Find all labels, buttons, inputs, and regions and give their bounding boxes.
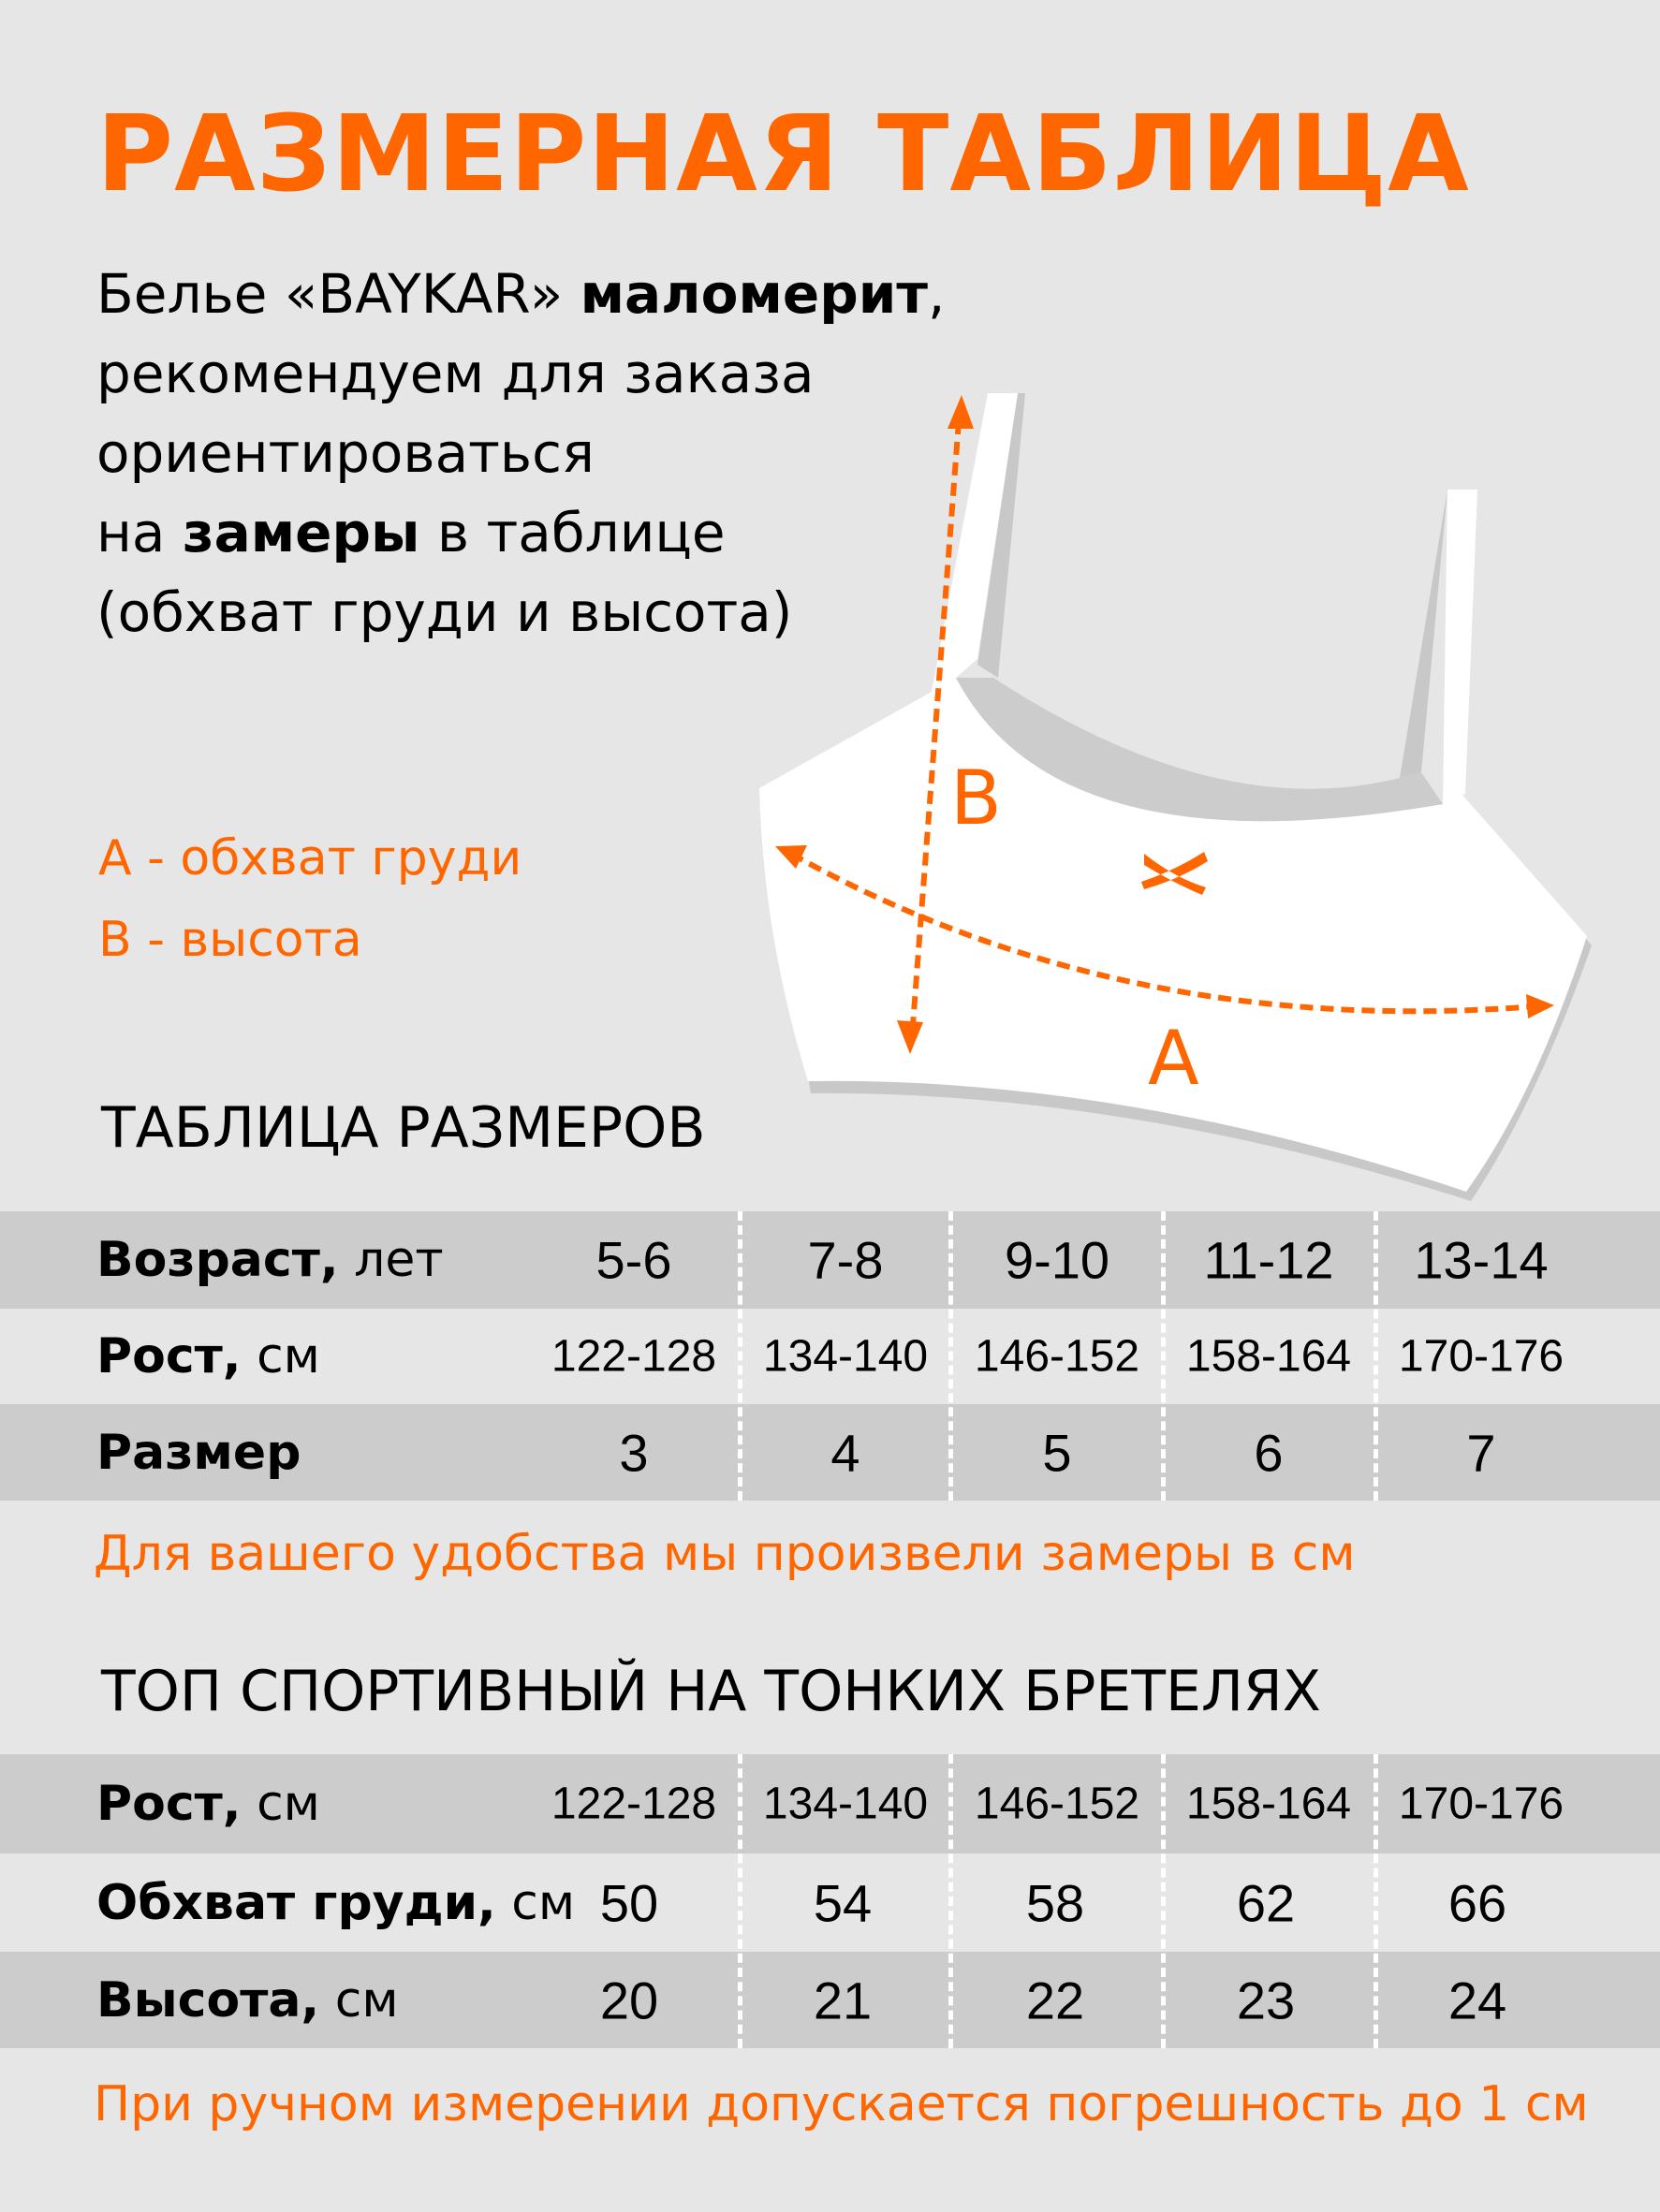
- table-row: [0, 1952, 1660, 2048]
- intro-line4-bold: замеры: [182, 501, 420, 564]
- table-row: [0, 1404, 1660, 1501]
- table2-title: ТОП СПОРТИВНЫЙ НА ТОНКИХ БРЕТЕЛЯХ: [101, 1659, 1321, 1724]
- row-label: Обхват груди, см: [96, 1874, 576, 1931]
- measurement-note: Для вашего удобства мы произвели замеры в см: [94, 1526, 1356, 1582]
- table-cell: 5: [1042, 1423, 1072, 1482]
- intro-line4-a: на: [96, 501, 183, 564]
- table-cell: 5-6: [595, 1230, 672, 1290]
- table-cell: 146-152: [974, 1779, 1140, 1829]
- column-divider: [738, 1754, 742, 2048]
- table-cell: 134-140: [762, 1779, 929, 1829]
- table-cell: 21: [813, 1970, 873, 2029]
- table-cell: 58: [1025, 1873, 1085, 1932]
- column-divider: [1374, 1211, 1378, 1501]
- table-cell: 24: [1447, 1970, 1507, 2029]
- page-title: РАЗМЕРНАЯ ТАБЛИЦА: [96, 94, 1470, 215]
- column-divider: [948, 1754, 953, 2048]
- row-label: Возраст, лет: [96, 1232, 444, 1288]
- table-cell: 22: [1025, 1970, 1085, 2029]
- intro-line3: ориентироваться: [96, 421, 595, 485]
- table-cell: 146-152: [974, 1331, 1140, 1382]
- table-cell: 134-140: [762, 1331, 929, 1382]
- intro-line2: рекомендуем для заказа: [96, 342, 815, 405]
- row-label: Размер: [96, 1424, 301, 1481]
- table-cell: 122-128: [551, 1331, 717, 1382]
- table-cell: 62: [1236, 1873, 1296, 1932]
- table-cell: 11-12: [1203, 1230, 1334, 1290]
- legend-a: А - обхват груди: [98, 830, 522, 886]
- table-cell: 158-164: [1185, 1779, 1352, 1829]
- table-cell: 23: [1236, 1970, 1296, 2029]
- diagram-label-a: A: [1148, 1015, 1199, 1102]
- table-cell: 3: [619, 1423, 649, 1482]
- table-row: [0, 1853, 1660, 1952]
- row-label: Высота, см: [96, 1971, 399, 2029]
- table-cell: 20: [599, 1970, 659, 2029]
- table-cell: 158-164: [1185, 1331, 1352, 1382]
- intro-line1-bold: маломерит: [580, 262, 929, 326]
- table-cell: 170-176: [1398, 1331, 1565, 1382]
- column-divider: [948, 1211, 953, 1501]
- column-divider: [1374, 1754, 1378, 2048]
- table-cell: 7-8: [807, 1230, 884, 1290]
- intro-line1-c: ,: [928, 262, 946, 326]
- table-cell: 66: [1447, 1873, 1507, 1932]
- table-row: [0, 1309, 1660, 1404]
- diagram-label-b: B: [950, 754, 1002, 842]
- row-label: Рост, см: [96, 1776, 320, 1832]
- intro-line1-a: Белье «BAYKAR»: [96, 262, 580, 326]
- table1-title: ТАБЛИЦА РАЗМЕРОВ: [101, 1095, 706, 1161]
- table-cell: 54: [813, 1873, 873, 1932]
- table-cell: 4: [830, 1423, 860, 1482]
- intro-line4-c: в таблице: [419, 501, 726, 564]
- column-divider: [738, 1211, 742, 1501]
- tolerance-note: При ручном измерении допускается погрешность до 1 см: [94, 2076, 1589, 2132]
- table-cell: 9-10: [1004, 1230, 1110, 1290]
- arrow-b-head-top: [948, 395, 974, 429]
- row-label: Рост, см: [96, 1328, 320, 1384]
- table-cell: 6: [1254, 1423, 1284, 1482]
- table-cell: 7: [1466, 1423, 1496, 1482]
- legend-b: В - высота: [98, 912, 362, 968]
- right-strap: [1443, 490, 1477, 804]
- column-divider: [1161, 1754, 1166, 2048]
- table-cell: 122-128: [551, 1779, 717, 1829]
- table-row: [0, 1754, 1660, 1853]
- table-cell: 50: [599, 1873, 659, 1932]
- table-row: [0, 1211, 1660, 1309]
- right-strap-shadow: [1400, 490, 1447, 778]
- intro-line5: (обхват груди и высота): [96, 580, 793, 644]
- table-cell: 13-14: [1414, 1230, 1549, 1290]
- table-cell: 170-176: [1398, 1779, 1565, 1829]
- column-divider: [1161, 1211, 1166, 1501]
